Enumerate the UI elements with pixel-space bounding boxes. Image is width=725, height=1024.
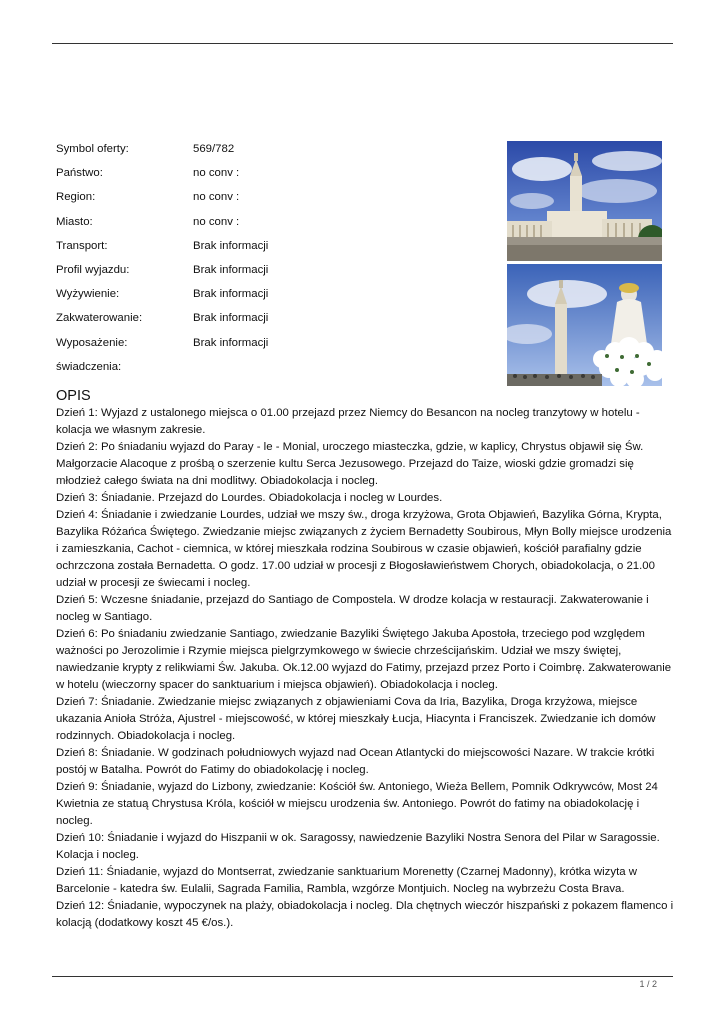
info-row [56, 165, 356, 189]
day-paragraph: Dzień 11: Śniadanie, wyjazd do Montserrat, zwiedzanie sanktuarium Morenetty (Czarnej Madonny), krótka wizyta w Barcelonie - katedra św. Eulalii, Sagrada Familia, Rambla, wzgórze Montjuich. Nocleg na wybrzeżu Costa Brava. [56, 866, 637, 895]
day-paragraph: Dzień 9: Śniadanie, wyjazd do Lizbony, zwiedzanie: Kościół św. Antoniego, Wieża Bellem, Pomnik Odkrywców, Most 24 Kwietnia ze statuą Chrystusa Króla, kościół w miejscu urodzenia św. Antoniego. Powrót do fatimy na obiadokolację i nocleg. [56, 781, 658, 827]
day-paragraph: Dzień 12: Śniadanie, wypoczynek na plaży, obiadokolacja i nocleg. Dla chętnych wieczór hiszpański z pokazem flamenco i kolacją (dodatkowy koszt 45 €/os.). [56, 900, 674, 929]
info-row [56, 286, 356, 310]
info-label: świadczenia: [56, 360, 122, 373]
info-row [56, 359, 356, 383]
info-value: Brak informacji [193, 288, 269, 301]
page-number: 1 / 2 [639, 979, 657, 989]
info-value: no conv : [193, 191, 240, 204]
info-value: Brak informacji [193, 263, 269, 276]
info-label: Region: [56, 191, 96, 204]
day-paragraph: Dzień 10: Śniadanie i wyjazd do Hiszpanii w ok. Saragossy, nawiedzenie Bazyliki Nostra Senora del Pilar w Saragossie. Kolacja i nocleg. [56, 832, 660, 861]
info-value: 569/782 [193, 143, 235, 155]
info-row [56, 189, 356, 213]
day-paragraph: Dzień 5: Wczesne śniadanie, przejazd do Santiago de Compostela. W drodze kolacja w restauracji. Zakwaterowanie i nocleg w Santiago. [56, 594, 649, 623]
info-label: Wyżywienie: [56, 288, 120, 301]
offer-info-table [56, 141, 356, 383]
info-row [56, 238, 356, 262]
info-row [56, 310, 356, 334]
day-paragraph: Dzień 8: Śniadanie. W godzinach południowych wyjazd nad Ocean Atlantycki do miejscowości Nazare. W trakcie krótki postój w Batalha. Powrót do Fatimy do obiadokolację i nocleg. [56, 747, 655, 776]
header-rule [52, 43, 673, 44]
info-label: Wyposażenie: [56, 336, 128, 349]
info-value: no conv : [193, 167, 240, 180]
day-paragraph: Dzień 2: Po śniadaniu wyjazd do Paray - le - Monial, uroczego miasteczka, gdzie, w kaplicy, Chrystus objawił się Św. Małgorzacie Alacoque z prośbą o szerzenie kultu Serca Jezusowego. Przejazd do Taize, wioski gdzie gromadzi się młodzież całego świata na dni modlitwy. Obiadokolacja i nocleg. [56, 441, 644, 487]
info-label: Symbol oferty: [56, 143, 129, 155]
info-row [56, 141, 356, 165]
day-paragraph: Dzień 4: Śniadanie i zwiedzanie Lourdes, udział we mszy św., droga krzyżowa, Grota Objawień, Bazylika Górna, Krypta, Bazylika Różańca Świętego. Zwiedzanie miejsc związanych z życiem Bernadetty Soubirous, Młyn Bolly miejsce urodzenia i zamieszkania, Cachot - ciemnica, w której mieszkała rodzina Soubirous w czasie objawień, kościół parafialny gdzie ochrzczona została Bernadetta. O godz. 17.00 udział w procesji z Błogosławieństwem Chorych, obiadokolacja, o 21.00 udział w procesji ze świecami i nocleg. [56, 509, 672, 589]
day-paragraph: Dzień 7: Śniadanie. Zwiedzanie miejsc związanych z objawieniami Cova da Iria, Bazylika, Droga krzyżowa, miejsce ukazania Anioła Stróża, Ajustrel - miejscowość, w której mieszkały Łucja, Hiacynta i Franciszek. Zwiedzanie ich domów rodzinnych. Obiadokolacja i nocleg. [56, 696, 656, 742]
itinerary-text [56, 405, 676, 932]
day-paragraph: Dzień 3: Śniadanie. Przejazd do Lourdes. Obiadokolacja i nocleg w Lourdes. [56, 492, 443, 504]
info-label: Miasto: [56, 215, 93, 228]
info-value: Brak informacji [193, 239, 269, 252]
footer-rule [52, 976, 673, 977]
day-paragraph: Dzień 6: Po śniadaniu zwiedzanie Santiago, zwiedzanie Bazyliki Świętego Jakuba Apostoła, trzeciego pod względem ważności po Jerozolimie i Rzymie miejsca pielgrzymkowego w świecie chrześcijańskim. Udział we mszy świętej, nawiedzanie krypty z relikwiami Św. Jakuba. Ok.12.00 wyjazd do Fatimy, przejazd przez Porto i Coimbrę. Zakwaterowanie w hotelu (wieczorny spacer do sanktuarium i miejsca objawień). Obiadokolacja i nocleg. [56, 628, 672, 691]
info-label: Profil wyjazdu: [56, 263, 130, 276]
info-row [56, 335, 356, 359]
info-row [56, 214, 356, 238]
info-value: Brak informacji [193, 312, 269, 325]
info-row [56, 262, 356, 286]
day-paragraph: Dzień 1: Wyjazd z ustalonego miejsca o 01.00 przejazd przez Niemcy do Besancon na nocleg tranzytowy w hotelu - kolacja we własnym zakresie. [56, 407, 640, 436]
madonna-statue-photo [507, 264, 662, 386]
section-heading: OPIS [56, 388, 91, 404]
info-label: Państwo: [56, 167, 103, 180]
info-label: Transport: [56, 239, 108, 252]
basilica-photo [507, 141, 662, 261]
info-value: no conv : [193, 215, 240, 228]
info-label: Zakwaterowanie: [56, 312, 143, 325]
info-value: Brak informacji [193, 336, 269, 349]
